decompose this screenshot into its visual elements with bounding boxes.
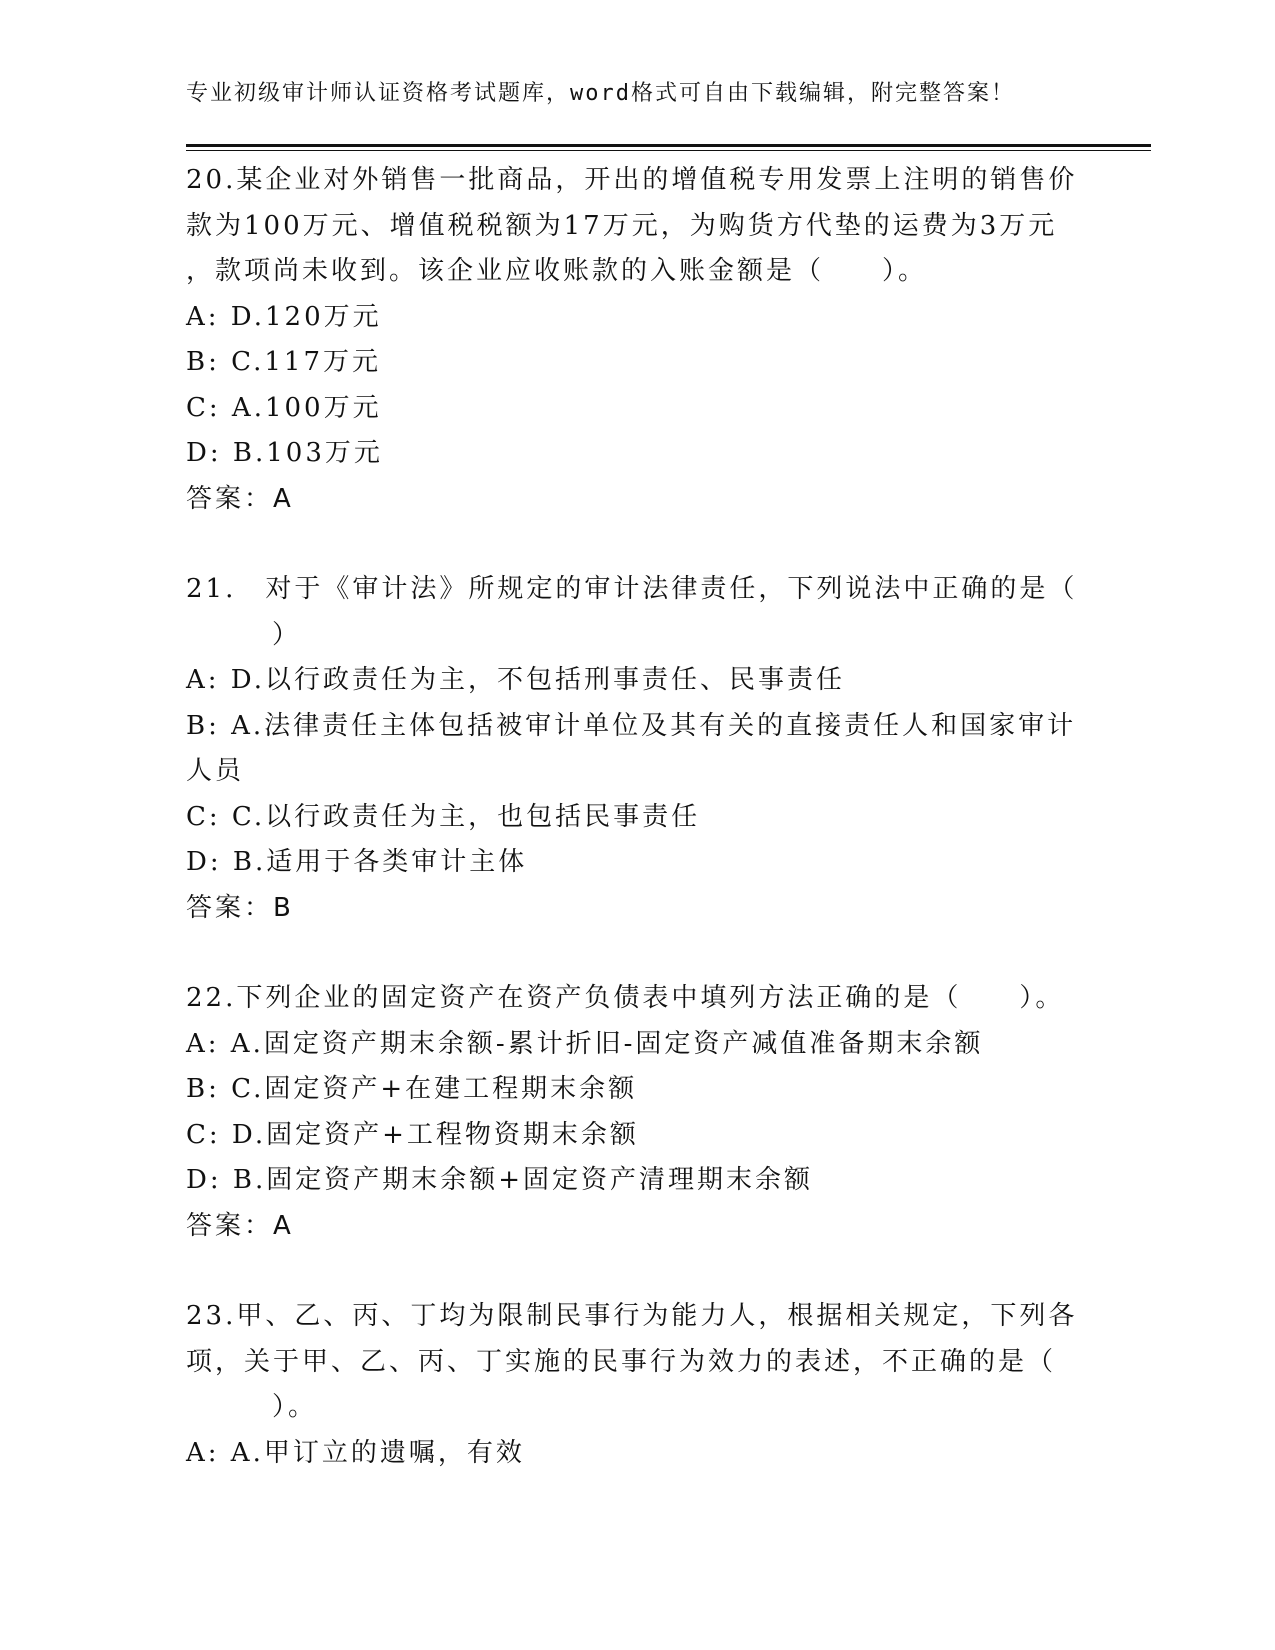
question-stem-line: 23.甲、乙、丙、丁均为限制民事行为能力人，根据相关规定，下列各: [186, 1301, 1078, 1331]
header-rule-thick: [186, 144, 1151, 147]
question-21: [186, 567, 1086, 931]
option-a: A: D.以行政责任为主，不包括刑事责任、民事责任: [186, 665, 845, 695]
question-22: [186, 976, 1086, 1249]
question-stem-line: 款为100万元、增值税税额为17万元，为购货方代垫的运费为3万元: [186, 210, 1058, 241]
question-gap: [186, 1249, 1086, 1294]
question-stem-line: ，款项尚未收到。该企业应收账款的入账金额是（ ）。: [186, 256, 928, 286]
answer-line: 答案：A: [186, 483, 294, 514]
option-a: A: A.固定资产期末余额-累计折旧-固定资产减值准备期末余额: [186, 1028, 984, 1059]
option-b-continued: 人员: [186, 756, 245, 786]
header-rule-thin: [186, 150, 1151, 151]
option-c: C: D.固定资产+工程物资期末余额: [186, 1119, 639, 1150]
question-gap: [186, 931, 1086, 976]
question-list: [186, 158, 1086, 1476]
option-c: C: C.以行政责任为主，也包括民事责任: [186, 801, 701, 832]
option-a: A: A.甲订立的遗嘱，有效: [186, 1437, 525, 1468]
option-d: D: B.固定资产期末余额+固定资产清理期末余额: [186, 1165, 814, 1195]
option-b: B: C.117万元: [186, 347, 381, 377]
option-b: B: C.固定资产+在建工程期末余额: [186, 1074, 638, 1104]
option-a: A: D.120万元: [186, 301, 382, 332]
question-23: [186, 1294, 1086, 1476]
question-stem-line: 20.某企业对外销售一批商品，开出的增值税专用发票上注明的销售价: [186, 165, 1078, 195]
answer-line: 答案：B: [186, 892, 294, 923]
question-stem-line: ）。: [272, 1392, 318, 1422]
page-header: 专业初级审计师认证资格考试题库，word格式可自由下载编辑，附完整答案！: [186, 81, 1015, 106]
option-d: D: B.适用于各类审计主体: [186, 847, 528, 877]
question-20: [186, 158, 1086, 522]
question-stem-line: 项，关于甲、乙、丙、丁实施的民事行为效力的表述，不正确的是（: [186, 1346, 1057, 1377]
question-gap: [186, 522, 1086, 567]
answer-line: 答案：A: [186, 1210, 294, 1241]
question-stem-line: 22.下列企业的固定资产在资产负债表中填列方法正确的是（ ）。: [186, 983, 1065, 1013]
question-stem-line: 21. 对于《审计法》所规定的审计法律责任，下列说法中正确的是（: [186, 574, 1078, 604]
question-stem-line: ）: [272, 619, 302, 650]
option-d: D: B.103万元: [186, 438, 383, 468]
option-b: B: A.法律责任主体包括被审计单位及其有关的直接责任人和国家审计: [186, 710, 1077, 741]
option-c: C: A.100万元: [186, 392, 382, 423]
